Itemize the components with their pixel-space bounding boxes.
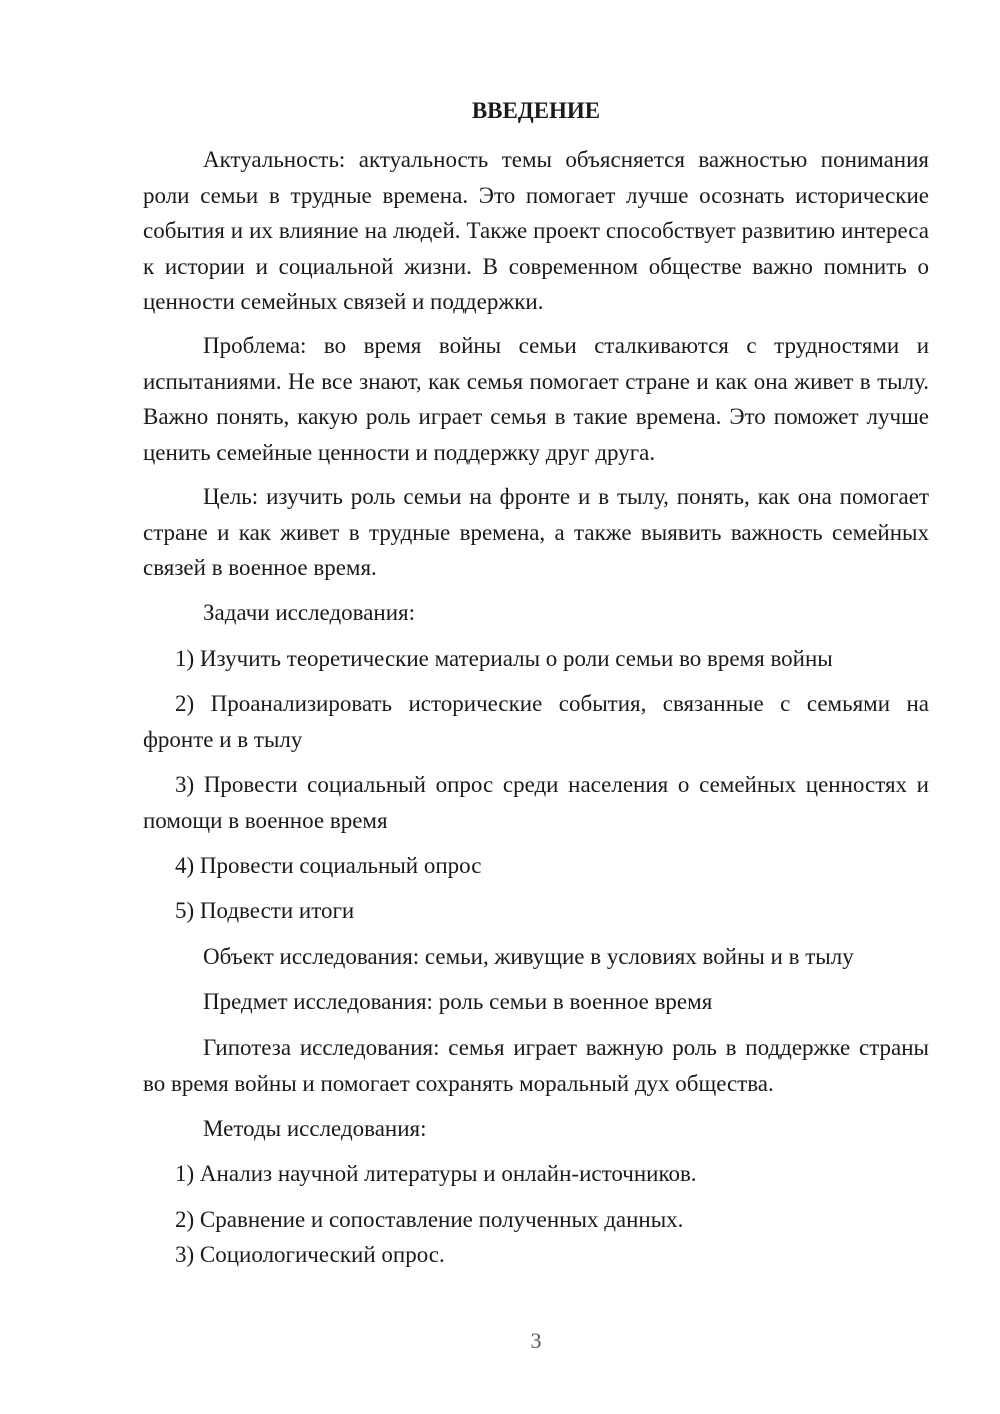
object-line: Объект исследования: семьи, живущие в условиях войны и в тылу <box>203 944 854 969</box>
task-item-3: 3) Провести социальный опрос среди населения о семейных ценностях и помощи в военное время <box>143 772 929 833</box>
page-heading: ВВЕДЕНИЕ <box>471 98 601 123</box>
hypothesis-paragraph: Гипотеза исследования: семья играет важную роль в поддержке страны во время войны и помогает сохранять моральный дух общества. <box>143 1035 929 1096</box>
task-item-2: 2) Проанализировать исторические события, связанные с семьями на фронте и в тылу <box>143 691 929 752</box>
problem-paragraph: Проблема: во время войны семьи сталкиваются с трудностями и испытаниями. Не все знают, как семья помогает стране и как она живет в тылу. Важно понять, какую роль играет семья в такие времена. Это поможет лучше ценить семейные ценности и поддержку друг друга. <box>143 333 929 465</box>
methods-title: Методы исследования: <box>203 1116 427 1141</box>
task-item-1: 1) Изучить теоретические материалы о роли семьи во время войны <box>175 646 833 671</box>
tasks-title: Задачи исследования: <box>203 600 416 625</box>
task-item-4: 4) Провести социальный опрос <box>175 853 482 878</box>
goal-paragraph: Цель: изучить роль семьи на фронте и в тылу, понять, как она помогает стране и как живет в трудные времена, а также выявить важность семейных связей в военное время. <box>143 484 929 580</box>
subject-line: Предмет исследования: роль семьи в военное время <box>203 989 713 1014</box>
method-item-2: 2) Сравнение и сопоставление полученных данных. <box>175 1207 684 1232</box>
relevance-paragraph: Актуальность: актуальность темы объясняется важностью понимания роли семьи в трудные времена. Это помогает лучше осознать исторические события и их влияние на людей. Также проект способствует развитию интереса к истории и социальной жизни. В современном обществе важно помнить о ценности семейных связей и поддержки. <box>143 147 929 314</box>
method-item-1: 1) Анализ научной литературы и онлайн-источников. <box>175 1161 697 1186</box>
page-number: 3 <box>530 1328 542 1353</box>
method-item-3: 3) Социологический опрос. <box>175 1242 445 1267</box>
task-item-5: 5) Подвести итоги <box>175 898 355 923</box>
